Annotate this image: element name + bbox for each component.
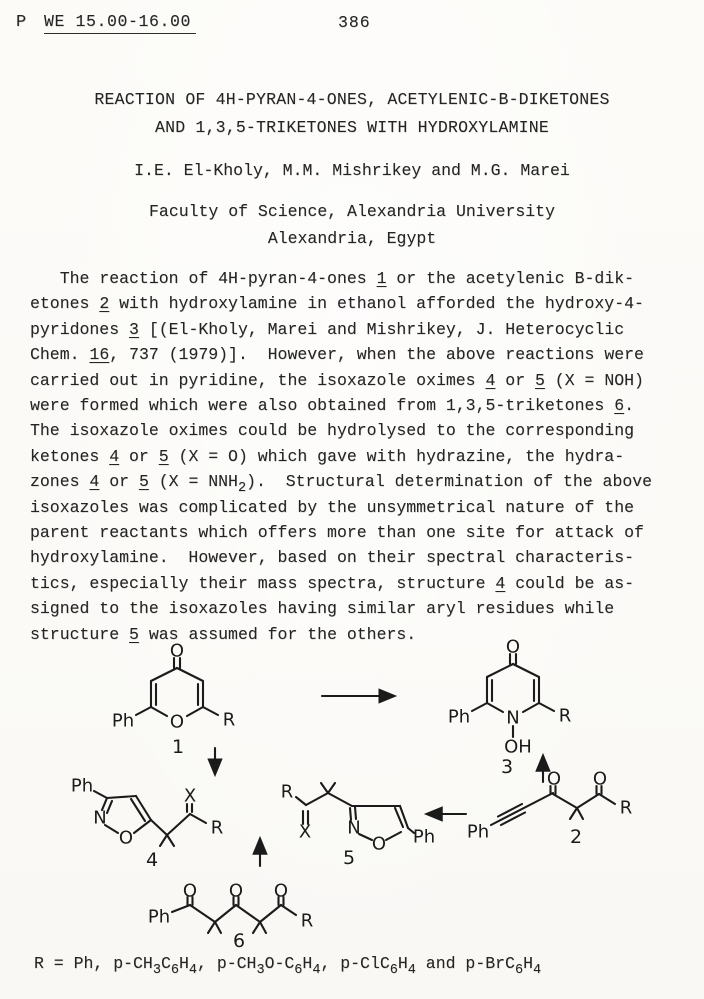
c6-r-group-label: R (300, 910, 314, 932)
body-line: zones 4 or 5 $(X = NNH_2)$. Structural determination of the above (30, 472, 653, 497)
page-number: 386 (338, 13, 371, 32)
c2-phenyl-label: Ph (466, 821, 490, 843)
underlined-compound-ref: 5 (158, 446, 169, 466)
body-line: were formed which were also obtained from 1,3,5-triketones 6. (30, 396, 635, 416)
c6-number-label: 6 (232, 930, 246, 952)
c6-oxygen-3-label: O (273, 880, 289, 902)
session-code: P (16, 13, 27, 32)
body-line: etones 2 with hydroxylamine in ethanol afforded the hydroxy-4- (30, 294, 644, 314)
compound-4-isoxazole (71, 776, 223, 872)
c1-number-label: 1 (171, 736, 185, 758)
body-line: carried out in pyridine, the isoxazole oximes 4 or 5 (X = NOH) (30, 370, 644, 390)
r-group-definition: R = Ph, $p-CH_3C_6H_4$, $p-CH_3O-C_6H_4$, $p-ClC_6H_4$ and $p-BrC_6H_4$ (34, 954, 542, 979)
c2-left-oxygen-label: O (546, 768, 562, 790)
compound-6-triketone (148, 881, 313, 953)
title-line-2: AND 1,3,5-TRIKETONES WITH HYDROXYLAMINE (155, 117, 549, 137)
body-line: ketones 4 or 5 (X = O) which gave with hydrazine, the hydra- (30, 446, 625, 466)
body-line: tics, especially their mass spectra, structure 4 could be as- (30, 573, 635, 593)
authors-line: I.E. El-Kholy, M.M. Mishrikey and M.G. Marei (134, 161, 570, 180)
compound-3-hydroxypyridone (448, 637, 571, 779)
c2-right-oxygen-label: O (592, 768, 608, 790)
body-line: parent reactants which offers more than one site for attack of (30, 523, 644, 543)
c3-number-label: 3 (500, 756, 514, 778)
session-time: WE 15.00-16.00 (44, 12, 196, 34)
underlined-compound-ref: 4 (109, 446, 120, 466)
subscript: 4 (312, 963, 321, 979)
underlined-compound-ref: 4 (89, 472, 100, 492)
c4-r-group-label: R (210, 817, 224, 839)
c3-r-group-label: R (558, 705, 572, 727)
c6-phenyl-label: Ph (147, 906, 171, 928)
c3-hydroxyl-label: OH (504, 736, 532, 758)
c4-ring-oxygen-label: O (118, 827, 134, 849)
compound-2-acetylenic-diketone (467, 769, 632, 849)
c5-r-group-label: R (280, 781, 294, 803)
compound-5-isoxazole (281, 782, 435, 870)
compound-1-pyranone (112, 641, 235, 759)
underlined-compound-ref: 4 (495, 573, 506, 593)
subscript: 4 (407, 963, 416, 979)
c3-carbonyl-oxygen-label: O (505, 636, 521, 658)
c6-oxygen-1-label: O (182, 880, 198, 902)
subscript: 4 (532, 963, 542, 979)
subscript: 4 (188, 963, 198, 979)
c3-ring-nitrogen-label: N (506, 707, 520, 729)
c4-number-label: 4 (145, 849, 159, 871)
abstract-text (30, 266, 690, 647)
underlined-compound-ref: 5 (138, 472, 149, 492)
c1-phenyl-label: Ph (111, 710, 135, 732)
c5-ring-nitrogen-label: N (347, 817, 361, 839)
body-line: signed to the isoxazoles having similar aryl residues while (30, 599, 615, 619)
underlined-compound-ref: 5 (535, 370, 545, 390)
subscript: 2 (237, 481, 247, 497)
c1-r-group-label: R (222, 709, 236, 731)
underlined-compound-ref: 3 (129, 319, 139, 339)
body-line: The reaction of 4H-pyran-4-ones 1 or the acetylenic B-dik- (30, 269, 635, 288)
title-line-1: REACTION OF 4H-PYRAN-4-ONES, ACETYLENIC-B-DIKETONES (94, 90, 610, 109)
body-line: structure 5 was assumed for the others. (30, 624, 417, 644)
reaction-scheme (0, 636, 704, 958)
affiliation (0, 198, 704, 252)
c5-number-label: 5 (342, 847, 356, 869)
c5-ring-oxygen-label: O (371, 833, 387, 855)
c6-oxygen-2-label: O (228, 880, 244, 902)
affiliation-line-2: Alexandria, Egypt (267, 229, 437, 248)
subscript: 6 (514, 963, 524, 979)
body-line: The isoxazole oximes could be hydrolysed to the corresponding (30, 421, 634, 441)
c2-number-label: 2 (569, 826, 583, 848)
paper-title (0, 86, 704, 141)
underlined-compound-ref: 2 (99, 294, 110, 314)
c5-phenyl-label: Ph (412, 826, 436, 848)
underlined-compound-ref: 5 (129, 624, 139, 644)
body-line: Chem. 16, 737 (1979)]. However, when the above reactions were (30, 345, 644, 365)
subscript: 6 (170, 963, 179, 979)
c2-r-group-label: R (619, 797, 633, 819)
body-line: pyridones 3 [(El-Kholy, Marei and Mishrikey, J. Heterocyclic (30, 319, 625, 339)
underlined-compound-ref: 1 (376, 269, 387, 288)
underlined-compound-ref: 4 (485, 370, 496, 390)
affiliation-line-1: Faculty of Science, Alexandria University (149, 202, 555, 221)
body-line: hydroxylamine. However, based on their spectral characteris- (30, 548, 634, 568)
subscript: 6 (389, 963, 398, 979)
c4-phenyl-label: Ph (70, 775, 94, 797)
underlined-compound-ref: 16 (89, 345, 110, 365)
c1-ring-oxygen-label: O (169, 711, 185, 733)
subscript: 3 (152, 963, 161, 979)
c4-ring-nitrogen-label: N (93, 807, 107, 829)
c3-phenyl-label: Ph (447, 706, 471, 728)
c4-x-substituent-label: X (183, 785, 197, 807)
c5-x-substituent-label: X (298, 821, 312, 843)
body-line: isoxazoles was complicated by the unsymmetrical nature of the (30, 497, 634, 517)
c1-carbonyl-oxygen-label: O (169, 640, 185, 662)
subscript: 6 (294, 963, 303, 979)
underlined-compound-ref: 6 (614, 396, 625, 416)
subscript: 3 (256, 963, 265, 979)
